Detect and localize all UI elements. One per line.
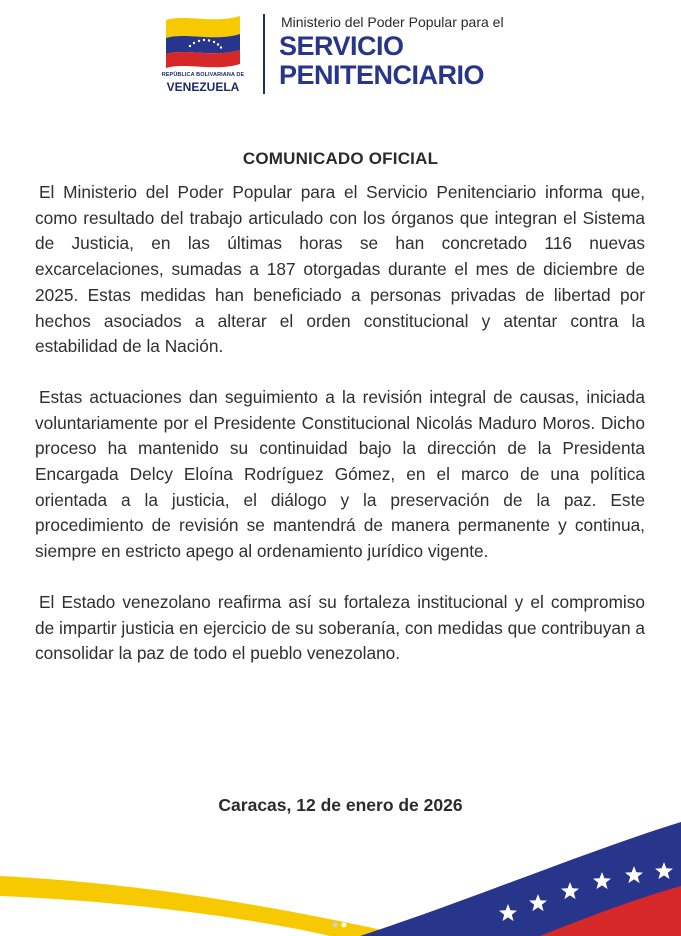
carousel-indicator[interactable]	[331, 921, 351, 929]
paragraph-2: Estas actuaciones dan seguimiento a la revisión integral de causas, iniciada voluntariamente por el Presidente Constitucional Nicolás Maduro Moros. Dicho proceso ha mantenido su continuidad bajo la dirección de la Presidenta Encargada Delcy Eloína Rodríguez Gómez, en el marco de una política orientada a la justicia, el diálogo y la preservación de la paz. Este procedimiento de revisión se mantendrá de manera permanente y continua, siempre en estricto apego al ordenamiento jurídico vigente.	[35, 386, 645, 562]
org-name	[279, 32, 484, 90]
org-name-line2: PENITENCIARIO	[279, 60, 485, 90]
signoff-place-date: Caracas, 12 de enero de 2026	[218, 795, 463, 815]
ministry-line: Ministerio del Poder Popular para el	[281, 14, 504, 30]
flag-wave-decoration	[0, 800, 681, 936]
venezuela-flag-icon	[164, 14, 242, 68]
republic-label: REPÚBLICA BOLIVARIANA DE	[161, 72, 245, 78]
paragraph-3: El Estado venezolano reafirma así su fortaleza institucional y el compromiso de impartir justicia en ejercicio de su soberanía, con medidas que contribuyan a consolidar la paz de todo el pueblo venezolano.	[35, 591, 645, 664]
org-name-line1: SERVICIO	[279, 31, 404, 61]
carousel-dot-1	[333, 923, 338, 928]
document-body	[35, 180, 645, 667]
carousel-dot-2	[342, 923, 347, 928]
paragraph-1: El Ministerio del Poder Popular para el Servicio Penitenciario informa que, como resultado del trabajo articulado con los órganos que integran el Sistema de Justicia, en las últimas horas se han concretado 116 nuevas excarcelaciones, sumadas a 187 otorgadas durante el mes de diciembre de 2025. Estas medidas han beneficiado a personas privadas de libertad por hechos asociados a alterar el orden constitucional y atentar contra la estabilidad de la Nación.	[35, 182, 645, 357]
country-label: VENEZUELA	[166, 80, 240, 94]
header-divider	[263, 14, 265, 94]
header	[0, 0, 681, 110]
document-title: COMUNICADO OFICIAL	[242, 149, 439, 168]
